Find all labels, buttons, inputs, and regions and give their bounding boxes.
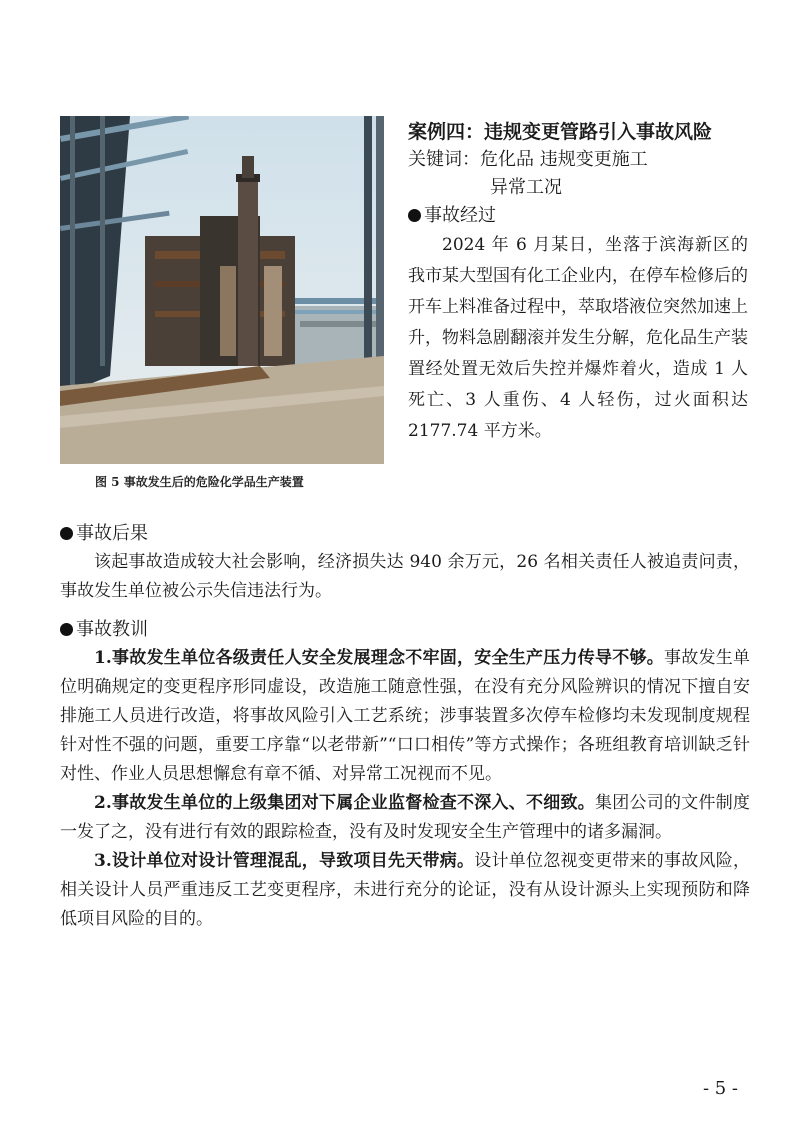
section-heading-lessons-text: 事故教训 (76, 619, 148, 640)
lesson-2-text: 集团公司的文件制度一发了之，没有进行有效的跟踪检查，没有及时发现安全生产管理中的诸多漏洞。 (60, 793, 750, 842)
case-title: 案例四：违规变更管路引入事故风险 (408, 121, 713, 143)
bullet-icon (408, 209, 421, 222)
section-heading-process-text: 事故经过 (424, 205, 496, 226)
page-number: - 5 - (702, 1078, 738, 1099)
lesson-item-3 (60, 847, 750, 934)
lesson-2-lead: 2.事故发生单位的上级集团对下属企业监督检查不深入、不细致。 (94, 793, 595, 813)
lesson-1-text: 事故发生单位明确规定的变更程序形同虚设，改造施工随意性强，在没有充分风险辨识的情况下擅自安排施工人员进行改造，将事故风险引入工艺系统；涉事装置多次停车检修均未发现制度规程针对性不强的问题，重要工序靠“以老带新”“口口相传”等方式操作；各班组教育培训缺乏针对性、作业人员思想懈怠有章不循、对异常工况视而不见。 (60, 648, 750, 784)
section-heading-consequence-text: 事故后果 (76, 523, 148, 544)
bullet-icon (60, 527, 73, 540)
lesson-item-1 (60, 644, 750, 789)
keywords-value-2: 异常工况 (490, 177, 562, 198)
keywords-label: 关键词： (408, 149, 480, 170)
accident-site-photo (60, 116, 384, 464)
section-heading-consequence (60, 520, 750, 548)
lesson-3-lead: 3.设计单位对设计管理混乱，导致项目先天带病。 (94, 851, 475, 871)
process-paragraph: 2024 年 6 月某日，坐落于滨海新区的我市某大型国有化工企业内，在停车检修后的开车上料准备过程中，萃取塔液位突然加速上升，物料急剧翻滚并发生分解，危化品生产装置经处置无效后失控并爆炸着火，造成 1 人死亡、3 人重伤、4 人轻伤，过火面积达 2177.74 平方米。 (408, 235, 748, 441)
case-header-column (408, 118, 748, 447)
bullet-icon (60, 623, 73, 636)
figure-caption: 图 5 事故发生后的危险化学品生产装置 (95, 475, 304, 489)
consequence-paragraph: 该起事故造成较大社会影响，经济损失达 940 余万元，26 名相关责任人被追责问责，事故发生单位被公示失信违法行为。 (60, 552, 750, 601)
section-heading-lessons (60, 616, 750, 644)
lesson-3-text: 设计单位忽视变更带来的事故风险，相关设计人员严重违反工艺变更程序，未进行充分的论证，没有从设计源头上实现预防和降低项目风险的目的。 (60, 851, 750, 929)
keywords-line (408, 146, 748, 174)
lesson-item-2 (60, 789, 750, 847)
keywords-value-1: 危化品 违规变更施工 (480, 149, 648, 170)
body-content (60, 514, 750, 934)
lesson-1-lead: 1.事故发生单位各级责任人安全发展理念不牢固，安全生产压力传导不够。 (94, 648, 664, 668)
section-heading-process (408, 202, 748, 230)
